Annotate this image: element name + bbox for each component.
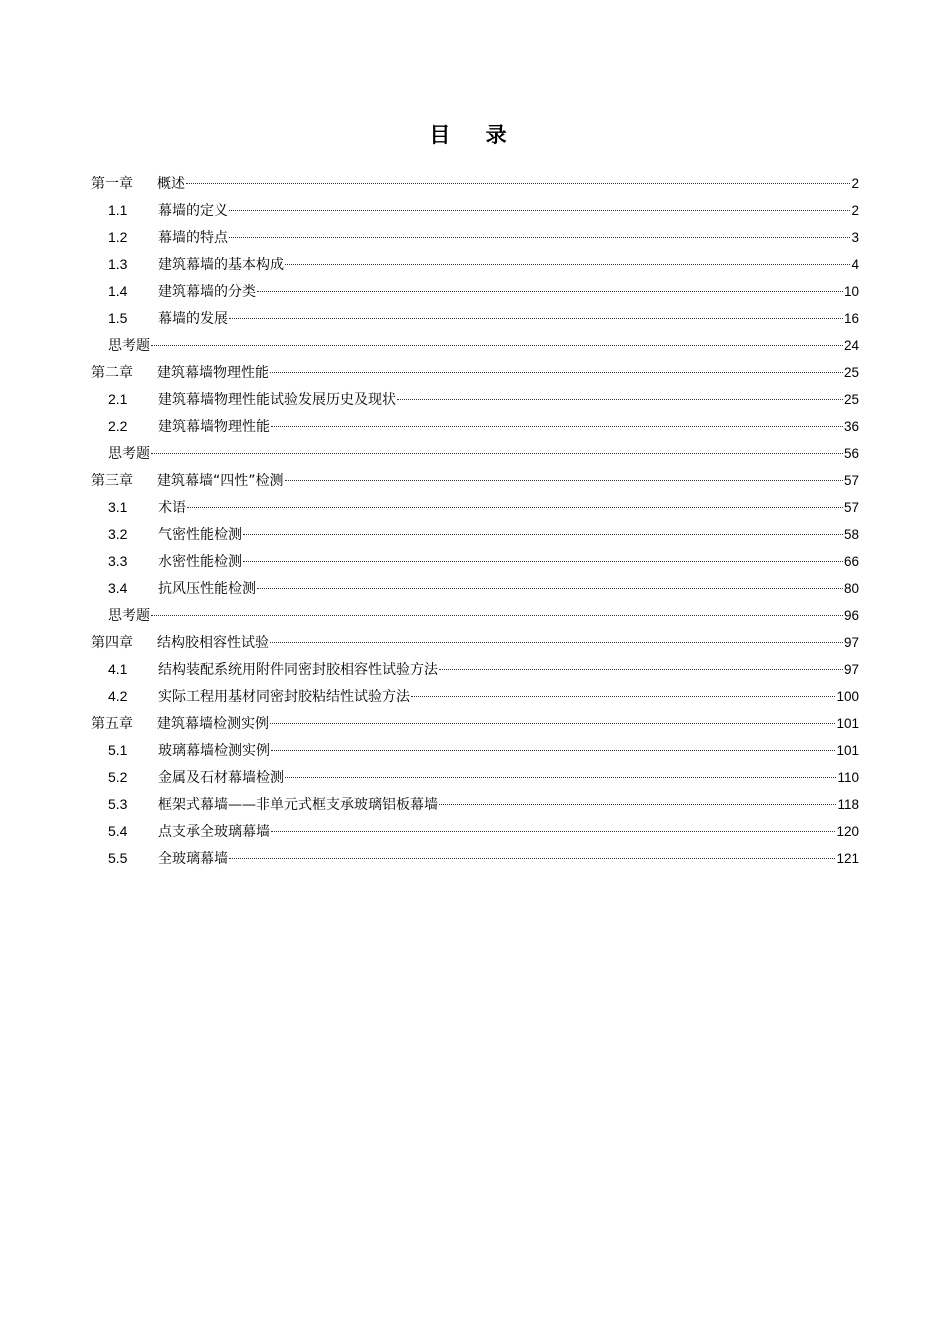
toc-entry-title: 框架式幕墙——非单元式框支承玻璃铝板幕墙 [158, 797, 438, 813]
toc-entry-page-number: 25 [843, 392, 859, 407]
dot-leader [270, 372, 843, 373]
toc-entry-title: 幕墙的发展 [158, 311, 228, 327]
dot-leader [285, 264, 850, 265]
toc-section-entry[interactable] [91, 251, 859, 278]
toc-chapter-entry[interactable] [91, 710, 859, 737]
dot-leader [243, 534, 843, 535]
toc-entry-number: 第三章 [91, 473, 133, 489]
toc-entry-number: 4.2 [108, 688, 128, 704]
toc-entry-title: 思考题 [108, 608, 150, 624]
toc-entry-page-number: 10 [843, 284, 859, 299]
dot-leader [186, 183, 850, 184]
dot-leader [270, 642, 843, 643]
toc-entry-number: 第一章 [91, 176, 133, 192]
dot-leader [229, 237, 850, 238]
toc-entry-page-number: 58 [843, 527, 859, 542]
toc-section-entry[interactable] [91, 305, 859, 332]
toc-entry-number: 2.2 [108, 418, 128, 434]
toc-entry-title: 幕墙的特点 [158, 230, 228, 246]
dot-leader [229, 318, 843, 319]
dot-leader [257, 291, 843, 292]
toc-entry-title: 幕墙的定义 [158, 203, 228, 219]
toc-entry-page-number: 2 [851, 203, 859, 218]
toc-section-entry[interactable] [91, 575, 859, 602]
dot-leader [151, 615, 843, 616]
toc-entry-title: 概述 [157, 176, 185, 192]
dot-leader [439, 669, 843, 670]
toc-entry-number: 第五章 [91, 716, 133, 732]
toc-entry-page-number: 101 [836, 716, 859, 731]
toc-entry-number: 1.3 [108, 256, 128, 272]
toc-section-entry[interactable] [91, 845, 859, 872]
toc-entry-title: 水密性能检测 [158, 554, 242, 570]
toc-section-entry[interactable] [91, 521, 859, 548]
toc-entry-number: 2.1 [108, 391, 128, 407]
toc-entry-number: 1.1 [108, 202, 128, 218]
toc-entry-page-number: 80 [843, 581, 859, 596]
dot-leader [229, 210, 850, 211]
toc-entry-title: 结构装配系统用附件同密封胶相容性试验方法 [158, 662, 438, 678]
dot-leader [151, 345, 843, 346]
toc-entry-title: 建筑幕墙物理性能 [157, 365, 269, 381]
toc-entry-page-number: 57 [843, 500, 859, 515]
toc-entry-page-number: 66 [843, 554, 859, 569]
toc-entry-number: 3.2 [108, 526, 128, 542]
dot-leader [229, 858, 835, 859]
toc-entry-page-number: 100 [836, 689, 859, 704]
toc-entry-title: 思考题 [108, 338, 150, 354]
toc-section-entry[interactable] [91, 224, 859, 251]
toc-entry-number: 4.1 [108, 661, 128, 677]
toc-entry-title: 建筑幕墙检测实例 [157, 716, 269, 732]
dot-leader [285, 480, 843, 481]
dot-leader [271, 750, 835, 751]
toc-entry-title: 金属及石材幕墙检测 [158, 770, 284, 786]
toc-section-entry[interactable] [91, 791, 859, 818]
toc-entry-title: 抗风压性能检测 [158, 581, 256, 597]
toc-entry-page-number: 24 [843, 338, 859, 353]
toc-section-entry[interactable] [91, 197, 859, 224]
toc-entry-page-number: 121 [836, 851, 859, 866]
toc-entry-number: 5.4 [108, 823, 128, 839]
toc-entry-title: 术语 [158, 500, 186, 516]
toc-entry-number: 3.4 [108, 580, 128, 596]
toc-entry-number: 1.4 [108, 283, 128, 299]
toc-section-entry[interactable] [91, 656, 859, 683]
toc-entry-number: 5.2 [108, 769, 128, 785]
toc-entry-title: 实际工程用基材同密封胶粘结性试验方法 [158, 689, 410, 705]
toc-entry-number: 1.5 [108, 310, 128, 326]
toc-entry-number: 3.1 [108, 499, 128, 515]
toc-section-entry[interactable] [91, 494, 859, 521]
toc-entry-page-number: 56 [843, 446, 859, 461]
toc-entry-page-number: 3 [851, 230, 859, 245]
toc-chapter-entry[interactable] [91, 359, 859, 386]
toc-entry-page-number: 96 [843, 608, 859, 623]
toc-entry-page-number: 4 [851, 257, 859, 272]
toc-questions-entry[interactable] [91, 602, 859, 629]
toc-entry-page-number: 118 [837, 797, 859, 812]
toc-section-entry[interactable] [91, 737, 859, 764]
toc-section-entry[interactable] [91, 818, 859, 845]
dot-leader [151, 453, 843, 454]
dot-leader [243, 561, 843, 562]
toc-chapter-entry[interactable] [91, 467, 859, 494]
toc-section-entry[interactable] [91, 386, 859, 413]
toc-entry-page-number: 97 [843, 635, 859, 650]
toc-section-entry[interactable] [91, 413, 859, 440]
toc-entry-title: 建筑幕墙物理性能试验发展历史及现状 [158, 392, 396, 408]
toc-entry-number: 5.3 [108, 796, 128, 812]
dot-leader [271, 831, 835, 832]
toc-entry-number: 第二章 [91, 365, 133, 381]
toc-entry-title: 全玻璃幕墙 [158, 851, 228, 867]
toc-list [91, 170, 859, 872]
toc-chapter-entry[interactable] [91, 170, 859, 197]
dot-leader [397, 399, 843, 400]
toc-entry-page-number: 120 [836, 824, 859, 839]
toc-entry-title: 点支承全玻璃幕墙 [158, 824, 270, 840]
toc-questions-entry[interactable] [91, 440, 859, 467]
toc-section-entry[interactable] [91, 683, 859, 710]
toc-entry-page-number: 57 [843, 473, 859, 488]
toc-entry-title: 玻璃幕墙检测实例 [158, 743, 270, 759]
toc-entry-page-number: 16 [843, 311, 859, 326]
toc-chapter-entry[interactable] [91, 629, 859, 656]
dot-leader [271, 426, 843, 427]
toc-entry-title: 建筑幕墙的基本构成 [158, 257, 284, 273]
toc-section-entry[interactable] [91, 764, 859, 791]
toc-questions-entry[interactable] [91, 332, 859, 359]
toc-entry-title: 思考题 [108, 446, 150, 462]
toc-entry-page-number: 25 [843, 365, 859, 380]
toc-heading: 目 录 [429, 123, 521, 147]
dot-leader [285, 777, 836, 778]
toc-section-entry[interactable] [91, 548, 859, 575]
toc-entry-page-number: 97 [843, 662, 859, 677]
dot-leader [187, 507, 843, 508]
dot-leader [439, 804, 836, 805]
toc-entry-title: 建筑幕墙物理性能 [158, 419, 270, 435]
toc-entry-number: 5.5 [108, 850, 128, 866]
toc-entry-number: 第四章 [91, 635, 133, 651]
toc-entry-title: 结构胶相容性试验 [157, 635, 269, 651]
dot-leader [257, 588, 843, 589]
toc-entry-title: 建筑幕墙的分类 [158, 284, 256, 300]
toc-entry-page-number: 101 [836, 743, 859, 758]
toc-section-entry[interactable] [91, 278, 859, 305]
toc-entry-number: 5.1 [108, 742, 128, 758]
toc-entry-number: 1.2 [108, 229, 128, 245]
toc-entry-page-number: 36 [843, 419, 859, 434]
dot-leader [411, 696, 835, 697]
toc-entry-page-number: 2 [851, 176, 859, 191]
toc-entry-title: 建筑幕墙“四性”检测 [157, 473, 284, 489]
toc-entry-page-number: 110 [837, 770, 859, 785]
toc-entry-title: 气密性能检测 [158, 527, 242, 543]
dot-leader [270, 723, 835, 724]
toc-entry-number: 3.3 [108, 553, 128, 569]
